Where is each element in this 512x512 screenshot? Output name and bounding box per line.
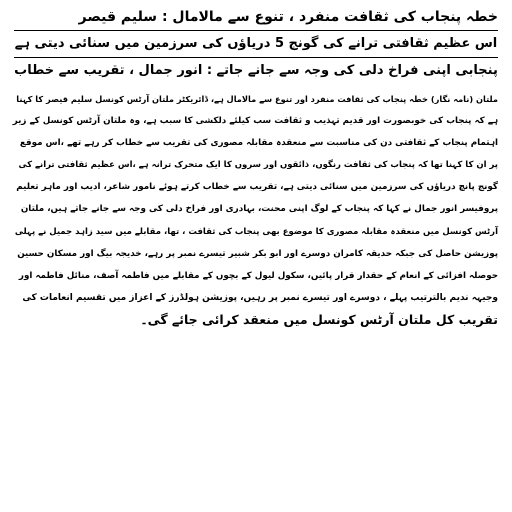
body-line: پوزیشن حاصل کی جبکہ حدیقہ کامران دوسرے اور ابو بکر شبیر تیسرے نمبر پر رہے، خدیجہ بیگ اور مسکان حسین [17,248,498,259]
body-line: وجیہہ ندیم بالترتیب پہلے ، دوسرے اور تیسرے نمبر پر رہیں، پوزیشن ہولڈرز کے اعزاز میں تقسیم انعامات کی [22,292,498,303]
body-line: پروفیسر انور جمال نے کہا کہ پنجاب کے لوگ اپنی محنت، بہادری اور فراخ دلی کی وجہ سے جانے جاتے ہیں، ملتان [20,204,498,215]
body-line: تقریب کل ملتان آرٹس کونسل میں منعقد کرائی جائے گی۔ [140,311,498,327]
headline-sub-2: پنجابی اپنی فراخ دلی کی وجہ سے جانے جاتے : انور جمال ، تقریب سے خطاب [14,63,498,78]
body-line: پر ان کا کہنا تھا کہ پنجاب کی ثقافت رنگوں، ذائقوں اور سروں کا ایک متحرک ترانہ ہے ،اس عظیم ثقافتی ترانے کی [18,160,498,171]
body-line: حوصلہ افزائی کے انعام کے حقدار قرار پائیں، سکول لیول کے بچوں کے مقابلے میں فاطمہ آصف، منائل فاطمہ اور [18,270,498,281]
headline-sub-1: اس عظیم ثقافتی ترانے کی گونج 5 دریاؤں کی سرزمین میں سنائی دیتی ہے [14,31,498,58]
body-line: اہتمام پنجاب کے ثقافتی دن کی مناسبت سے منعقدہ مقابلہ مصوری کی تقریب سے خطاب کر رہے تھے ،اس موقع [19,138,498,149]
body-line: گونج پانچ دریاؤں کی سرزمین میں سنائی دیتی ہے، تقریب سے خطاب کرتے ہوئے نامور شاعر، ادیب اور ماہر تعلیم [16,182,498,193]
body-line: ہے کہ پنجاب کی خوبصورت اور قدیم تہذیب و ثقافت سب کیلئے دلکشی کا سبب ہے، وہ ملتان آرٹس کونسل کے زیر [12,116,498,127]
body-line: آرٹس کونسل میں منعقدہ مقابلہ مصوری کا موضوع بھی پنجاب کی ثقافت ، تھا، مقابلے میں سید زاہد جمیل نے پہلی [14,226,498,237]
body-line: ملتان (نامہ نگار) خطہ پنجاب کی ثقافت منفرد اور تنوع سے مالامال ہے، ڈائریکٹر ملتان آرٹس کونسل سلیم قیصر کا کہنا [16,94,498,104]
headline-main: خطہ پنجاب کی ثقافت منفرد ، تنوع سے مالامال : سلیم قیصر [14,4,498,31]
article-body [14,88,498,331]
headline-block [14,4,498,85]
